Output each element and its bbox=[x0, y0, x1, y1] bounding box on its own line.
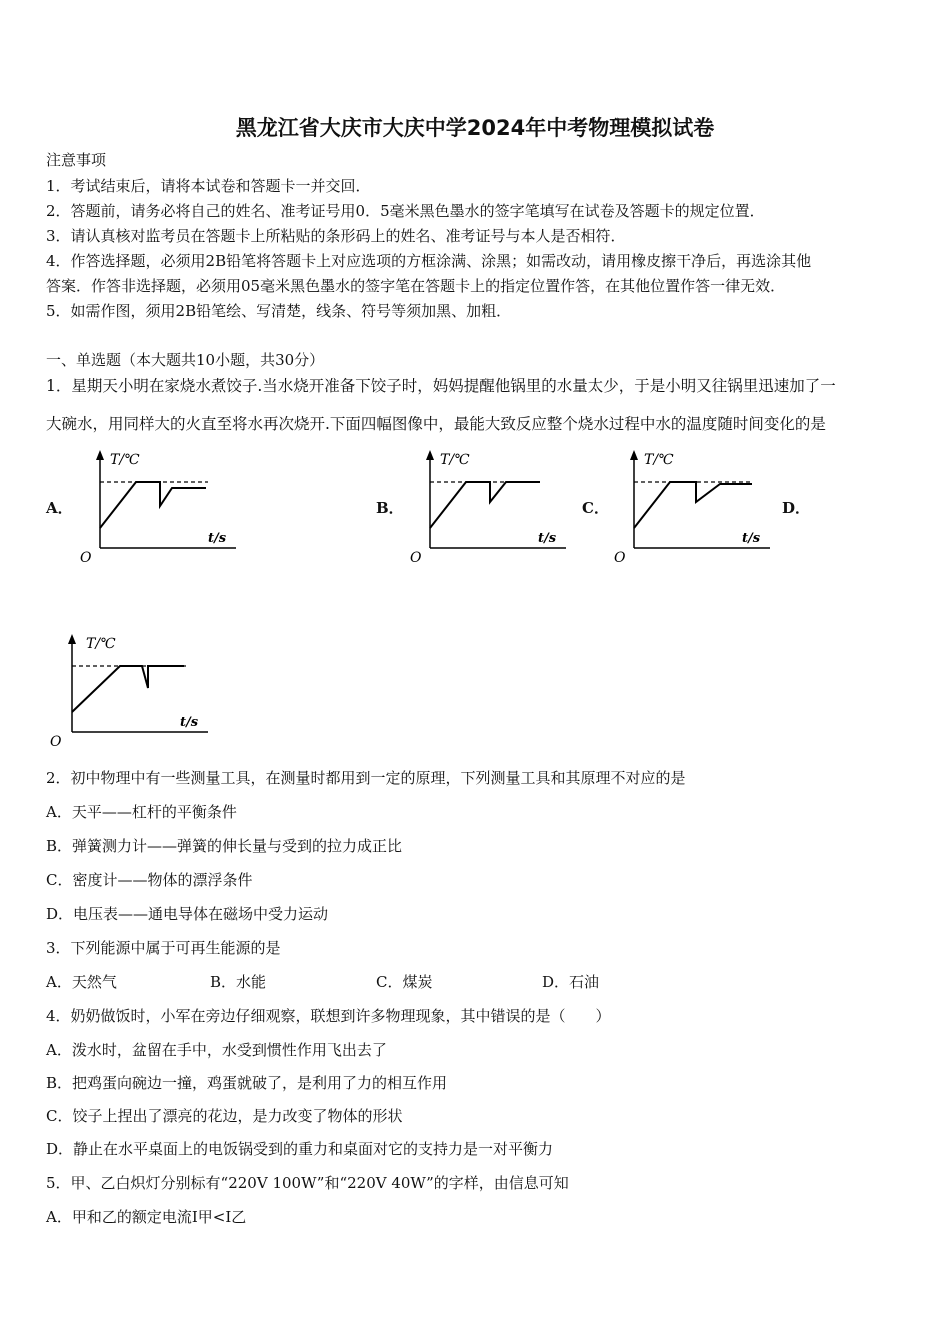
q2-stem: 2．初中物理中有一些测量工具，在测量时都用到一定的原理，下列测量工具和其原理不对应的是 bbox=[46, 769, 686, 787]
q4-stem: 4．奶奶做饭时，小军在旁边仔细观察，联想到许多物理现象，其中错误的是（ ） bbox=[46, 1007, 611, 1025]
q1-option-b-label[interactable]: B． bbox=[376, 499, 404, 517]
origin-label: O bbox=[80, 550, 92, 566]
notice-item-4: 4．作答选择题，必须用2B铅笔将答题卡上对应选项的方框涂满、涂黑；如需改动，请用橡皮擦干净后，再选涂其他 bbox=[46, 252, 812, 270]
y-axis-label: T/℃ bbox=[644, 452, 674, 468]
q1-graph-a bbox=[76, 448, 246, 572]
origin-label: O bbox=[410, 550, 422, 566]
q2-option-d[interactable]: D．电压表——通电导体在磁场中受力运动 bbox=[46, 905, 329, 923]
q3-stem: 3．下列能源中属于可再生能源的是 bbox=[46, 939, 281, 957]
x-axis-label: t/s bbox=[208, 531, 227, 546]
origin-label: O bbox=[614, 550, 626, 566]
q1-stem-line1: 1．星期天小明在家烧水煮饺子.当水烧开准备下饺子时，妈妈提醒他锅里的水量太少，于是小明又往锅里迅速加了一 bbox=[46, 377, 836, 395]
q5-stem: 5．甲、乙白炽灯分别标有“220V 100W”和“220V 40W”的字样，由信息可知 bbox=[46, 1174, 569, 1192]
y-axis-label: T/℃ bbox=[86, 636, 116, 652]
page-title: 黑龙江省大庆市大庆中学2024年中考物理模拟试卷 bbox=[235, 116, 715, 140]
notice-item-2: 2．答题前，请务必将自己的姓名、准考证号用0．5毫米黑色墨水的签字笔填写在试卷及答题卡的规定位置． bbox=[46, 202, 765, 220]
origin-label: O bbox=[50, 734, 62, 750]
q1-option-c-label[interactable]: C． bbox=[582, 499, 609, 517]
section-heading: 一、单选题（本大题共10小题，共30分） bbox=[46, 351, 325, 369]
notice-item-3: 3．请认真核对监考员在答题卡上所粘贴的条形码上的姓名、准考证号与本人是否相符． bbox=[46, 227, 626, 245]
y-axis-label: T/℃ bbox=[440, 452, 470, 468]
q4-option-d[interactable]: D．静止在水平桌面上的电饭锅受到的重力和桌面对它的支持力是一对平衡力 bbox=[46, 1140, 554, 1158]
x-axis-label: t/s bbox=[180, 715, 199, 730]
q3-option-c[interactable]: C．煤炭 bbox=[376, 973, 433, 991]
notice-heading: 注意事项 bbox=[46, 151, 107, 169]
q1-option-a-label[interactable]: A． bbox=[46, 499, 73, 517]
q2-option-a[interactable]: A．天平——杠杆的平衡条件 bbox=[46, 803, 237, 821]
q3-option-d[interactable]: D．石油 bbox=[542, 973, 600, 991]
q4-option-b[interactable]: B．把鸡蛋向碗边一撞，鸡蛋就破了，是利用了力的相互作用 bbox=[46, 1074, 448, 1092]
q1-stem-line2: 大碗水，用同样大的火直至将水再次烧开.下面四幅图像中，最能大致反应整个烧水过程中水的温度随时间变化的是 bbox=[46, 415, 826, 433]
q1-graph-d bbox=[48, 632, 218, 756]
q2-option-b[interactable]: B．弹簧测力计——弹簧的伸长量与受到的拉力成正比 bbox=[46, 837, 403, 855]
q1-graph-c bbox=[610, 448, 780, 572]
q4-option-a[interactable]: A．泼水时，盆留在手中，水受到惯性作用飞出去了 bbox=[46, 1041, 387, 1059]
notice-item-1: 1．考试结束后，请将本试卷和答题卡一并交回． bbox=[46, 177, 371, 195]
q2-option-c[interactable]: C．密度计——物体的漂浮条件 bbox=[46, 871, 253, 889]
notice-item-4-cont: 答案．作答非选择题，必须用05毫米黑色墨水的签字笔在答题卡上的指定位置作答，在其他位置作答一律无效． bbox=[46, 277, 786, 295]
q3-option-a[interactable]: A．天然气 bbox=[46, 973, 117, 991]
q5-option-a[interactable]: A．甲和乙的额定电流I甲<I乙 bbox=[46, 1208, 247, 1226]
x-axis-label: t/s bbox=[538, 531, 557, 546]
q1-graph-b bbox=[406, 448, 576, 572]
q4-option-c[interactable]: C．饺子上捏出了漂亮的花边，是力改变了物体的形状 bbox=[46, 1107, 403, 1125]
y-axis-label: T/℃ bbox=[110, 452, 140, 468]
x-axis-label: t/s bbox=[742, 531, 761, 546]
q3-option-b[interactable]: B．水能 bbox=[210, 973, 267, 991]
q1-option-d-label[interactable]: D． bbox=[782, 499, 811, 517]
notice-item-5: 5．如需作图，须用2B铅笔绘、写清楚，线条、符号等须加黑、加粗． bbox=[46, 302, 512, 320]
